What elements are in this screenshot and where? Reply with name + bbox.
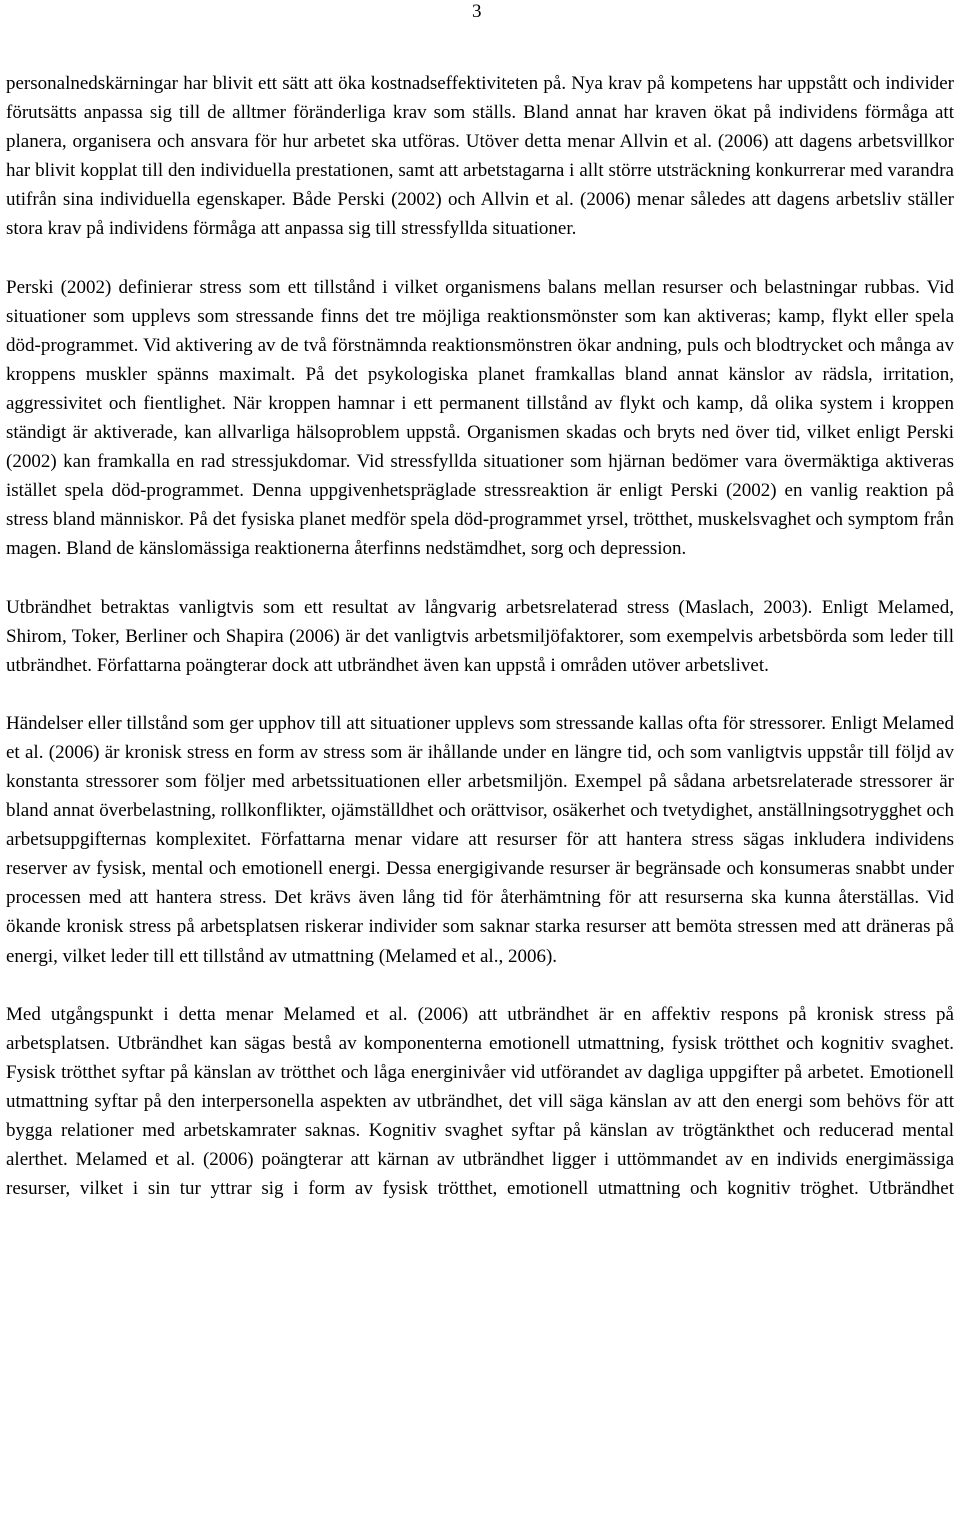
paragraph-stressors: Händelser eller tillstånd som ger upphov till att situationer upplevs som stressande kallas ofta för stressorer. Enligt Melamed et al. (2006) är kronisk stress en form av stress som är ihållande under en längre tid, och som vanligtvis uppstår till följd av konstanta stressorer som följer med arbetssituationen eller arbetsmiljön. Exempel på sådana arbetsrelaterade stressorer är bland annat överbelastning, rollkonflikter, ojämställdhet och orättvisor, osäkerhet och tvetydighet, anställningsotrygghet och arbetsuppgifternas komplexitet. Författarna menar vidare att resurser för att hantera stress sägas inkludera individens reserver av fysisk, mental och emotionell energi. Dessa energigivande resurser är begränsade och konsumeras snabbt under processen med att hantera stress. Det krävs även lång tid för återhämtning för att resurserna ska kunna återställas. Vid ökande kronisk stress på arbetsplatsen riskerar individer som saknar starka resurser att bemöta stressen med att dräneras på energi, vilket leder till ett tillstånd av utmattning (Melamed et al., 2006). (6, 712, 954, 967)
page-number: 3 (472, 1, 482, 22)
paragraph-work-demands: personalnedskärningar har blivit ett sätt att öka kostnadseffektiviteten på. Nya krav på kompetens har uppstått och individer förutsätts anpassa sig till de alltmer föränderliga krav som ställs. Bland annat har kraven ökat på individens förmåga att planera, organisera och ansvara för hur arbetet ska utföras. Utöver detta menar Allvin et al. (2006) att dagens arbetsvillkor har blivit kopplat till den individuella prestationen, samt att arbetstagarna i allt större utsträckning konkurrerar med varandra utifrån sina individuella egenskaper. Både Perski (2002) och Allvin et al. (2006) menar således att dagens arbetsliv ställer stora krav på individens förmåga att anpassa sig till stressfyllda situationer. (6, 73, 954, 240)
paragraph-stress-definition: Perski (2002) definierar stress som ett tillstånd i vilket organismens balans mellan resurser och belastningar rubbas. Vid situationer som upplevs som stressande finns det tre möjliga reaktionsmönster som kan aktiveras; kamp, flykt eller spela död-programmet. Vid aktivering av de två förstnämnda reaktionsmönstren ökar andning, puls och blodtrycket och många av kroppens muskler spänns maximalt. På det psykologiska planet framkallas bland annat känslor av rädsla, irritation, aggressivitet och fientlighet. När kroppen hamnar i ett permanent tillstånd av flykt och kamp, då olika system i kroppen ständigt är aktiverade, kan allvarliga hälsoproblem uppstå. Organismen skadas och bryts ned över tid, vilket enligt Perski (2002) kan framkalla en rad stressjukdomar. Vid stressfyllda situationer som hjärnan bedömer vara övermäktiga aktiveras istället spela död-programmet. Denna uppgivenhetspräglade stressreaktion är enligt Perski (2002) en vanlig reaktion på stress bland människor. På det fysiska planet medför spela död-programmet yrsel, trötthet, muskelsvaghet och symptom från magen. Bland de känslomässiga reaktionerna återfinns nedstämdhet, sorg och depression. (6, 276, 954, 560)
paragraph-burnout-components: Med utgångspunkt i detta menar Melamed et al. (2006) att utbrändhet är en affektiv respons på kronisk stress på arbetsplatsen. Utbrändhet kan sägas bestå av komponenterna emotionell utmattning, fysisk trötthet och kognitiv svaghet. Fysisk trötthet syftar på känslan av trötthet och låga energinivåer vid utförandet av dagliga uppgifter på arbetet. Emotionell utmattning syftar på den interpersonella aspekten av utbrändhet, det vill säga känslan av att den energi som behövs för att bygga relationer med arbetskamrater saknas. Kognitiv svaghet syftar på känslan av trögtänkthet och reducerad mental alerthet. Melamed et al. (2006) poängterar att kärnan av utbrändhet ligger i uttömmandet av en individs energimässiga resurser, vilket i sin tur yttrar sig i form av fysisk trötthet, emotionell utmattning och kognitiv tröghet. Utbrändhet (6, 1003, 954, 1200)
paragraph-burnout-causes: Utbrändhet betraktas vanligtvis som ett resultat av långvarig arbetsrelaterad stress (Maslach, 2003). Enligt Melamed, Shirom, Toker, Berliner och Shapira (2006) är det vanligtvis arbetsmiljöfaktorer, som exempelvis arbetsbörda som leder till utbrändhet. Författarna poängterar dock att utbrändhet även kan uppstå i områden utöver arbetslivet. (6, 596, 954, 676)
document-body (6, 69, 954, 1203)
